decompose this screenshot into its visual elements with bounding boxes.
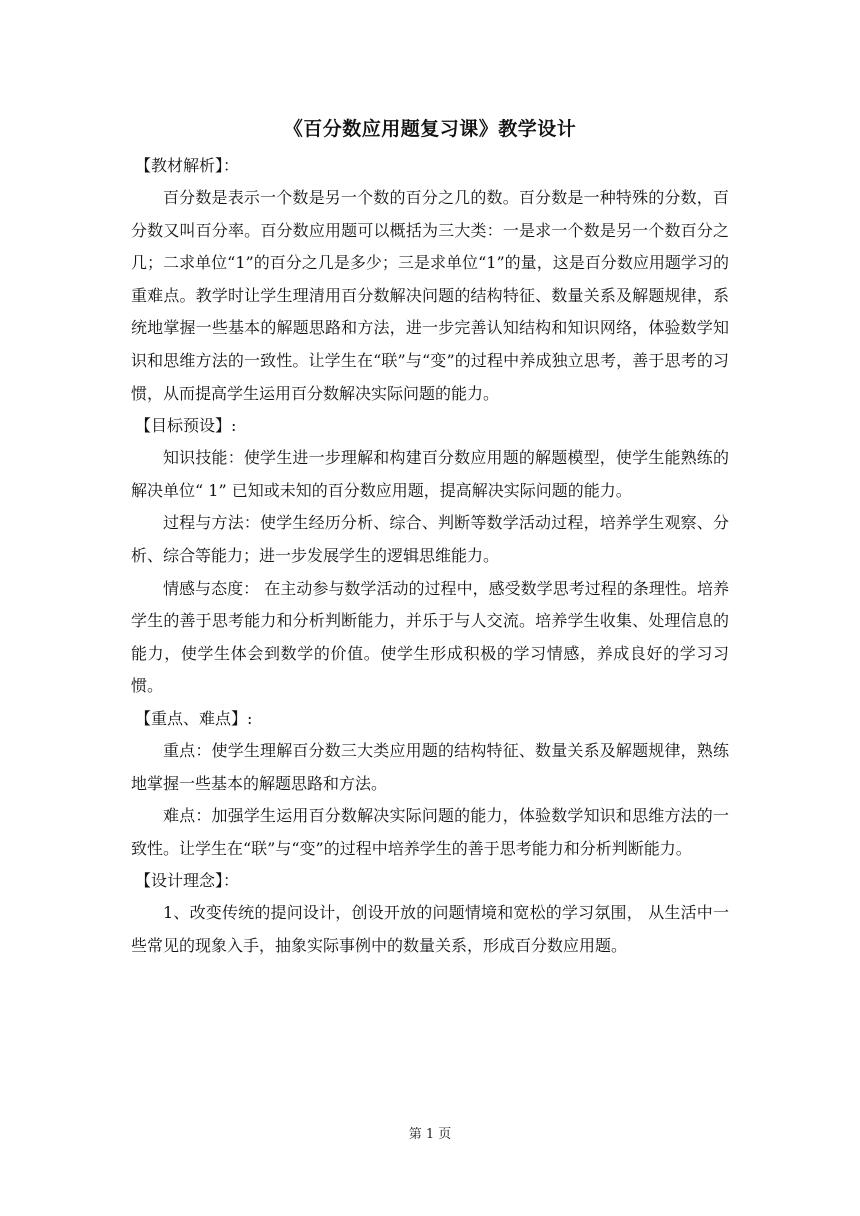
goal-knowledge-paragraph: 知识技能：使学生进一步理解和构建百分数应用题的解题模型，使学生能熟练的解决单位“ 1” 已知或未知的百分数应用题，提高解决实际问题的能力。	[131, 448, 729, 500]
section-heading-keypoints: 【重点、难点】:	[135, 708, 253, 728]
analysis-paragraph: 百分数是表示一个数是另一个数的百分之几的数。百分数是一种特殊的分数，百分数又叫百分率。百分数应用题可以概括为三大类：一是求一个数是另一个数百分之几；二求单位“1”的百分之几是多少；三是求单位“1”的量，这是百分数应用题学习的重难点。教学时让学生理清用百分数解决问题的结构特征、数量关系及解题规律，系统地掌握一些基本的解题思路和方法，进一步完善认知结构和知识网络，体验数学知识和思维方法的一致性。让学生在“联”与“变”的过程中养成独立思考，善于思考的习惯，从而提高学生运用百分数解决实际问题的能力。	[131, 188, 729, 403]
difficulty-paragraph: 难点：加强学生运用百分数解决实际问题的能力，体验数学知识和思维方法的一致性。让学生在“联”与“变”的过程中培养学生的善于思考能力和分析判断能力。	[131, 806, 729, 858]
goal-attitude-paragraph: 情感与态度： 在主动参与数学活动的过程中，感受数学思考过程的条理性。培养学生的善于思考能力和分析判断能力，并乐于与人交流。培养学生收集、处理信息的能力，使学生体会到数学的价值。使学生形成积极的学习情感，养成良好的学习习惯。	[131, 578, 729, 696]
document-body	[131, 115, 729, 962]
focus-paragraph: 重点：使学生理解百分数三大类应用题的结构特征、数量关系及解题规律，熟练地掌握一些基本的解题思路和方法。	[131, 740, 729, 793]
goal-process-paragraph: 过程与方法：使学生经历分析、综合、判断等数学活动过程，培养学生观察、分析、综合等能力；进一步发展学生的逻辑思维能力。	[131, 513, 729, 565]
page-number: 第 1 页	[408, 1127, 452, 1142]
section-heading-goals: 【目标预设】:	[135, 416, 237, 436]
section-heading-analysis: 【教材解析】：	[135, 156, 240, 175]
concept-item-1: 1、改变传统的提问设计，创设开放的问题情境和宽松的学习氛围， 从生活中一些常见的现象入手，抽象实际事例中的数量关系，形成百分数应用题。	[131, 903, 729, 955]
section-heading-concept: 【设计理念】：	[135, 871, 240, 891]
document-title: 《百分数应用题复习课》教学设计	[283, 118, 577, 140]
